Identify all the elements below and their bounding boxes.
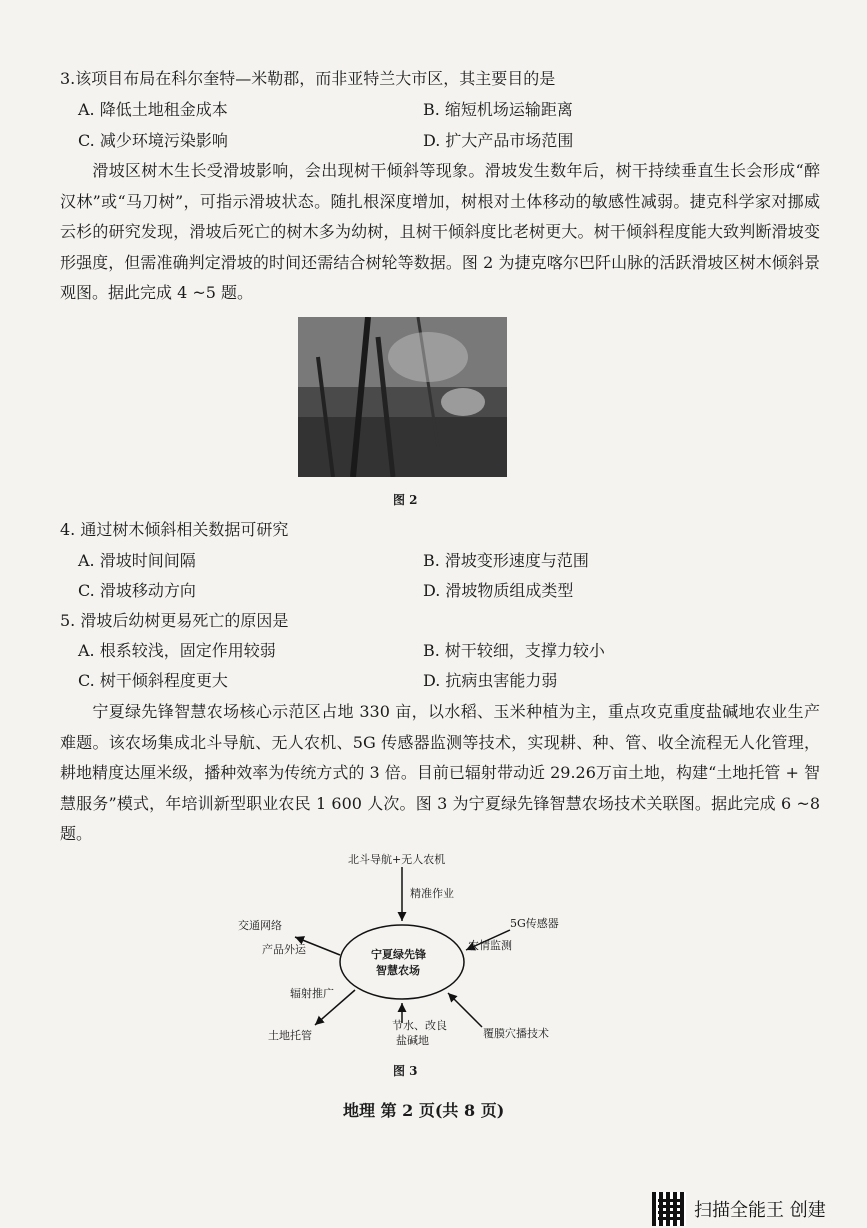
fig3-top-label: 精准作业 [410,887,454,900]
fig3-right-label: 农情监测 [468,939,512,952]
q5-option-d: D. 抗病虫害能力弱 [423,671,558,690]
watermark-text: 扫描全能王 创建 [694,1200,826,1221]
q5-option-b: B. 树干较细，支撑力较小 [423,641,605,660]
passage-smart-farm [60,697,820,850]
q5-stem: 5. 滑坡后幼树更易死亡的原因是 [60,611,289,630]
q3-option-d: D. 扩大产品市场范围 [423,131,574,150]
q4-stem: 4. 通过树木倾斜相关数据可研究 [60,520,289,539]
fig3-right-source: 5G传感器 [510,917,559,930]
fig3-bottom-label-2: 盐碱地 [396,1034,429,1047]
scanner-watermark [652,1192,826,1226]
q5-option-a: A. 根系较浅，固定作用较弱 [78,641,276,660]
q3-option-a: A. 降低土地租金成本 [78,100,228,119]
fig3-bottom-right-source: 覆膜穴播技术 [483,1027,549,1040]
fig3-caption: 图 3 [393,1064,418,1078]
q4-option-a: A. 滑坡时间间隔 [78,551,196,570]
fig3-diagram [220,845,620,1055]
passage-landslide-text: 滑坡区树木生长受滑坡影响，会出现树干倾斜等现象。滑坡发生数年后，树干持续垂直生长会形成“醉汉林”或“马刀树”，可指示滑坡状态。随扎根深度增加，树根对土体移动的敏感性减弱。捷克科学家对挪威云杉的研究发现，滑坡后死亡的树木多为幼树，且树干倾斜度比老树更大。树干倾斜程度能大致判断滑坡变形强度，但需准确判定滑坡的时间还需结合树轮等数据。图 2 为捷克喀尔巴阡山脉的活跃滑坡区树木倾斜景观图。据此完成 4 ~5 题。 [60,161,820,302]
landslide-forest-photo [298,317,507,477]
fig3-bottom-label-1: 节水、改良 [392,1019,447,1032]
fig3-top-source: 北斗导航+无人农机 [348,853,446,866]
passage-landslide [60,156,820,309]
q5-option-c: C. 树干倾斜程度更大 [78,671,228,690]
fig3-lower-left-label: 辐射推广 [290,987,334,1000]
fig2-caption: 图 2 [393,493,418,507]
fig3-left-source: 交通网络 [238,919,282,932]
q3-stem: 3.该项目布局在科尔奎特—米勒郡，而非亚特兰大市区，其主要目的是 [60,69,556,88]
q3-option-b: B. 缩短机场运输距离 [423,100,573,119]
fig3-lower-left-target: 土地托管 [268,1029,312,1042]
fig3-center-line2: 智慧农场 [376,964,420,977]
qr-code-icon [652,1192,686,1226]
q4-option-d: D. 滑坡物质组成类型 [423,581,574,600]
fig3-left-label: 产品外运 [262,943,306,956]
page-footer: 地理 第 2 页(共 8 页) [343,1101,505,1120]
q4-option-b: B. 滑坡变形速度与范围 [423,551,589,570]
q3-option-c: C. 减少环境污染影响 [78,131,228,150]
fig3-center-line1: 宁夏绿先锋 [371,948,426,961]
q4-option-c: C. 滑坡移动方向 [78,581,196,600]
passage-smart-farm-text: 宁夏绿先锋智慧农场核心示范区占地 330 亩，以水稻、玉米种植为主，重点攻克重度盐碱地农业生产难题。该农场集成北斗导航、无人农机、5G 传感器监测等技术，实现耕、种、管、收全流程无人化管理，耕地精度达厘米级，播种效率为传统方式的 3 倍。目前已辐射带动近 29.26万亩土地，构建“土地托管 + 智慧服务”模式，年培训新型职业农民 1 600 人次。图 3 为宁夏绿先锋智慧农场技术关联图。据此完成 6 ~8 题。 [60,702,820,843]
